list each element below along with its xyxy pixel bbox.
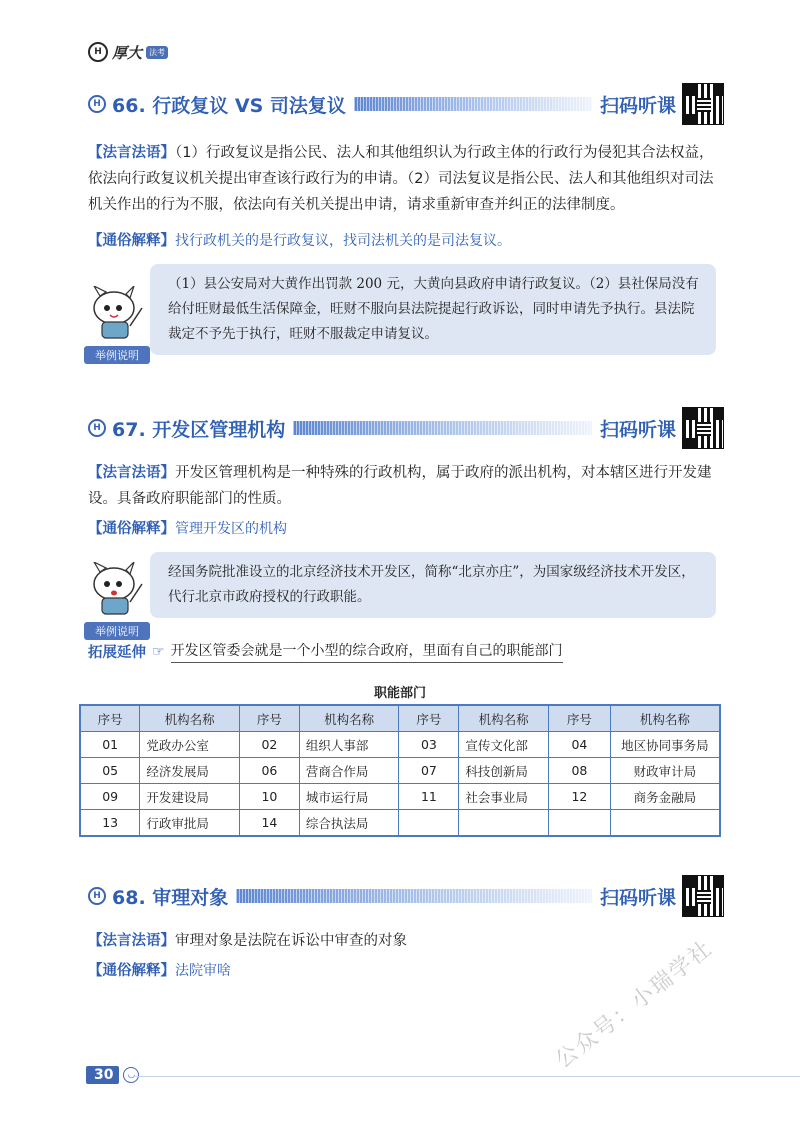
table-row — [80, 732, 720, 758]
section-header-bar — [354, 97, 592, 111]
law-text: 开发区管理机构是一种特殊的行政机构，属于政府的派出机构，对本辖区进行开发建设。具备政府职能部门的性质。 — [88, 465, 712, 507]
table-cell: 13 — [80, 810, 140, 837]
law-label: 【法言法语】 — [88, 465, 175, 481]
plain-text: 法院审啥 — [175, 963, 231, 979]
table-row — [80, 758, 720, 784]
table-cell: 05 — [80, 758, 140, 784]
table-cell: 07 — [399, 758, 459, 784]
table-row — [80, 810, 720, 837]
scan-to-listen-label: 扫码听课 — [599, 418, 676, 441]
table-cell: 02 — [239, 732, 299, 758]
table-cell: 09 — [80, 784, 140, 810]
extension-label: 拓展延伸 — [88, 645, 146, 661]
logo-circle-icon: H — [88, 42, 108, 62]
plain-text: 找行政机关的是行政复议，找司法机关的是司法复议。 — [175, 233, 511, 249]
plain-label: 【通俗解释】 — [88, 963, 175, 979]
column-header: 机构名称 — [140, 705, 240, 732]
example-badge: 举例说明 — [84, 622, 150, 640]
section-header-bar — [236, 889, 592, 903]
example-badge: 举例说明 — [84, 346, 150, 364]
table-cell: 营商合作局 — [299, 758, 399, 784]
section-header-67 — [88, 414, 724, 442]
smile-icon: ◡ — [123, 1067, 139, 1083]
example-text: 经国务院批准设立的北京经济技术开发区，简称“北京亦庄”，为国家级经济技术开发区，代行北京市政府授权的行政职能。 — [168, 564, 695, 605]
section-header-66 — [88, 90, 724, 118]
table-cell — [399, 810, 459, 837]
table-cell: 10 — [239, 784, 299, 810]
brand-tag: 法考 — [146, 46, 168, 59]
table-row — [80, 784, 720, 810]
table-cell: 行政审批局 — [140, 810, 240, 837]
section-number-icon: H — [88, 95, 106, 113]
section-header-bar — [293, 421, 592, 435]
table-cell: 城市运行局 — [299, 784, 399, 810]
table-cell: 宣传文化部 — [459, 732, 549, 758]
column-header: 机构名称 — [610, 705, 720, 732]
brand-logo — [88, 40, 168, 64]
table-cell: 04 — [549, 732, 611, 758]
table-cell: 社会事业局 — [459, 784, 549, 810]
mascot — [84, 562, 150, 640]
mascot-icon — [88, 562, 144, 618]
scan-to-listen-label: 扫码听课 — [599, 94, 676, 117]
table-caption: 职能部门 — [373, 686, 426, 701]
table-cell: 科技创新局 — [459, 758, 549, 784]
pointing-hand-icon: ☞ — [152, 643, 165, 660]
table-cell: 综合执法局 — [299, 810, 399, 837]
watermark: 公众号：小瑞学社 — [551, 935, 718, 1074]
footer-divider — [134, 1076, 800, 1077]
plain-explanation — [88, 228, 724, 254]
law-definition — [88, 140, 724, 218]
section-title: 66. 行政复议 VS 司法复议 — [112, 94, 346, 117]
section-number-icon: H — [88, 887, 106, 905]
table-cell: 财政审计局 — [610, 758, 720, 784]
mascot-icon — [88, 286, 144, 342]
law-label: 【法言法语】 — [88, 933, 175, 949]
column-header: 机构名称 — [459, 705, 549, 732]
section-title: 68. 审理对象 — [112, 886, 229, 909]
plain-text: 管理开发区的机构 — [175, 521, 287, 537]
table-cell: 01 — [80, 732, 140, 758]
qr-code-icon[interactable] — [682, 83, 724, 125]
column-header: 序号 — [239, 705, 299, 732]
table-cell — [549, 810, 611, 837]
table-cell: 11 — [399, 784, 459, 810]
column-header: 序号 — [80, 705, 140, 732]
extension-note — [88, 640, 568, 663]
table-cell — [610, 810, 720, 837]
table-cell: 党政办公室 — [140, 732, 240, 758]
table-cell: 商务金融局 — [610, 784, 720, 810]
law-definition — [88, 928, 724, 954]
column-header: 序号 — [549, 705, 611, 732]
page-number: 30 — [86, 1066, 119, 1084]
column-header: 机构名称 — [299, 705, 399, 732]
table-cell: 组织人事部 — [299, 732, 399, 758]
plain-explanation — [88, 958, 724, 984]
table-cell — [459, 810, 549, 837]
example-text: （1）县公安局对大黄作出罚款 200 元，大黄向县政府申请行政复议。（2）县社保局没有给付旺财最低生活保障金，旺财不服向县法院提起行政诉讼，同时申请先予执行。县法院裁定不予先于执行，旺财不服裁定申请复议。 — [168, 276, 699, 342]
section-header-68 — [88, 882, 724, 910]
extension-text: 开发区管委会就是一个小型的综合政府，里面有自己的职能部门 — [171, 640, 563, 663]
qr-code-icon[interactable] — [682, 875, 724, 917]
section-title: 67. 开发区管理机构 — [112, 418, 286, 441]
page-footer — [86, 1066, 139, 1084]
table-cell: 08 — [549, 758, 611, 784]
qr-code-icon[interactable] — [682, 407, 724, 449]
law-text: 审理对象是法院在诉讼中审查的对象 — [175, 933, 407, 949]
table-cell: 经济发展局 — [140, 758, 240, 784]
plain-explanation — [88, 516, 724, 542]
law-label: 【法言法语】 — [88, 145, 175, 161]
mascot — [84, 286, 150, 364]
law-text: （1）行政复议是指公民、法人和其他组织认为行政主体的行政行为侵犯其合法权益，依法向行政复议机关提出审查该行政行为的申请。（2）司法复议是指公民、法人和其他组织对司法机关作出的行为不服，依法向有关机关提出申请，请求重新审查并纠正的法律制度。 — [88, 145, 714, 213]
example-box — [150, 552, 716, 618]
plain-label: 【通俗解释】 — [88, 233, 175, 249]
table-cell: 03 — [399, 732, 459, 758]
example-box — [150, 264, 716, 355]
plain-label: 【通俗解释】 — [88, 521, 175, 537]
brand-name: 厚大 — [112, 43, 143, 62]
table-header-row — [80, 705, 720, 732]
table-cell: 14 — [239, 810, 299, 837]
functional-departments-table — [79, 704, 721, 837]
table-cell: 开发建设局 — [140, 784, 240, 810]
column-header: 序号 — [399, 705, 459, 732]
table-cell: 12 — [549, 784, 611, 810]
section-number-icon: H — [88, 419, 106, 437]
law-definition — [88, 460, 724, 512]
table-cell: 06 — [239, 758, 299, 784]
table-cell: 地区协同事务局 — [610, 732, 720, 758]
scan-to-listen-label: 扫码听课 — [599, 886, 676, 909]
